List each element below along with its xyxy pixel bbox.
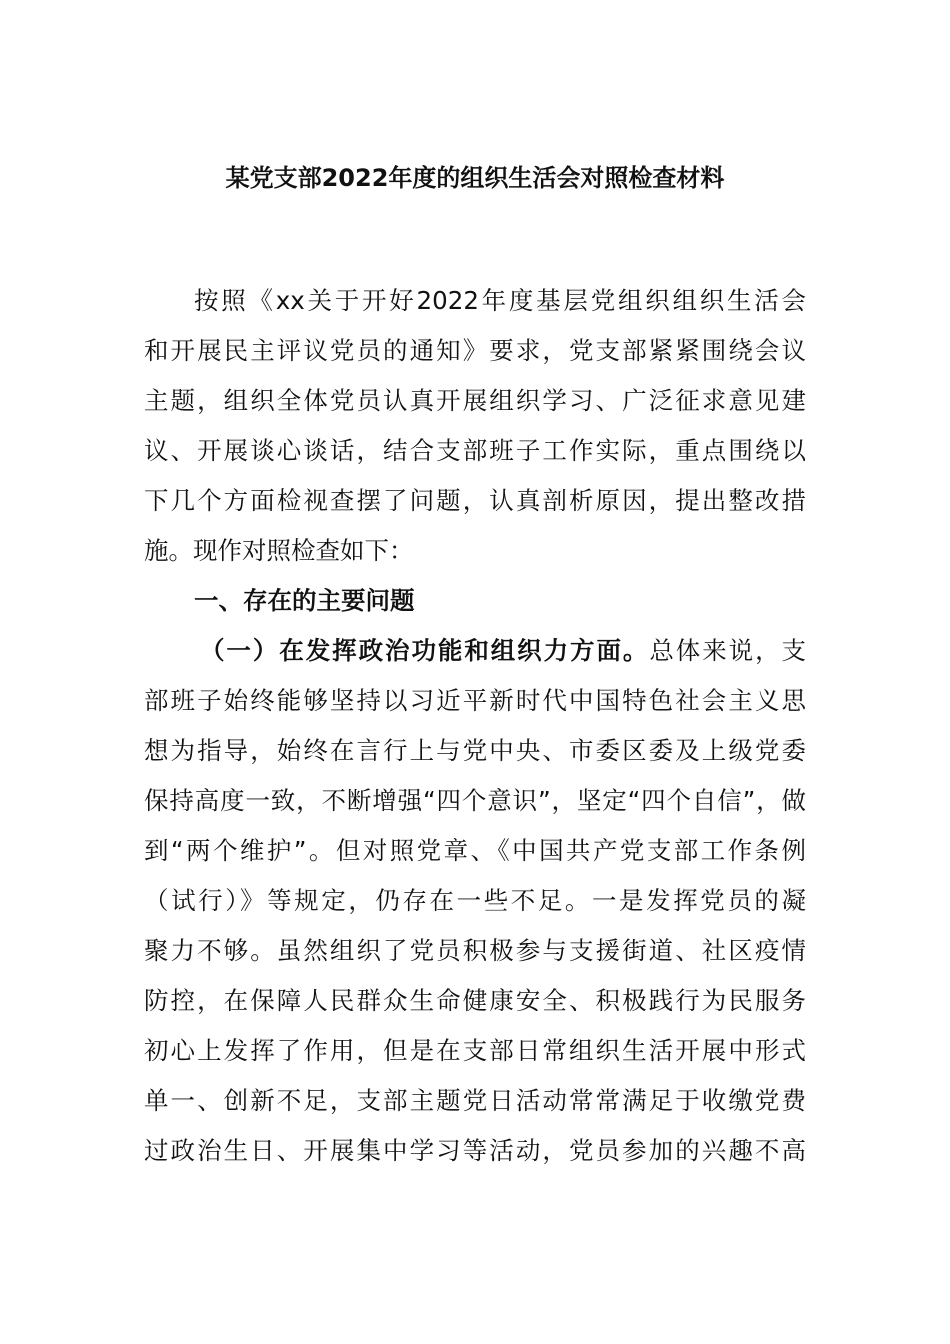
body-line-4: 到“两个维护”。但对照党章、《中国共产党支部工作条例 [144,836,806,865]
subsection-lead-line [200,631,806,671]
body-line-7: 防控，在保障人民群众生命健康安全、积极践行为民服务 [144,986,806,1015]
body-line-5: （试行）》等规定，仍存在一些不足。一是发挥党员的凝 [144,886,806,915]
intro-line-2: 和开展民主评议党员的通知》要求，党支部紧紧围绕会议 [144,336,806,365]
intro-line-1: 按照《xx关于开好2022年度基层党组织组织生活会 [194,286,806,315]
body-line-9: 单一、创新不足，支部主题党日活动常常满足于收缴党费 [144,1086,806,1115]
body-line-3: 保持高度一致，不断增强“四个意识”，坚定“四个自信”，做 [144,786,806,815]
intro-line-3: 主题，组织全体党员认真开展组织学习、广泛征求意见建 [144,386,806,415]
subsection-heading: （一）在发挥政治功能和组织力方面。 [200,636,650,665]
body-line-6: 聚力不够。虽然组织了党员积极参与支援街道、社区疫情 [144,936,806,965]
intro-line-6: 施。现作对照检查如下： [144,536,414,565]
subsection-lead-text: 总体来说，支 [649,636,807,665]
document-title: 某党支部2022年度的组织生活会对照检查材料 [225,164,725,192]
body-line-10: 过政治生日、开展集中学习等活动，党员参加的兴趣不高 [144,1136,806,1165]
body-line-2: 想为指导，始终在言行上与党中央、市委区委及上级党委 [144,736,806,765]
intro-line-5: 下几个方面检视查摆了问题，认真剖析原因，提出整改措 [144,486,806,515]
body-line-1: 部班子始终能够坚持以习近平新时代中国特色社会主义思 [144,686,806,715]
body-line-8: 初心上发挥了作用，但是在支部日常组织生活开展中形式 [144,1036,806,1065]
section-heading: 一、存在的主要问题 [194,586,415,615]
intro-line-4: 议、开展谈心谈话，结合支部班子工作实际，重点围绕以 [144,436,806,465]
